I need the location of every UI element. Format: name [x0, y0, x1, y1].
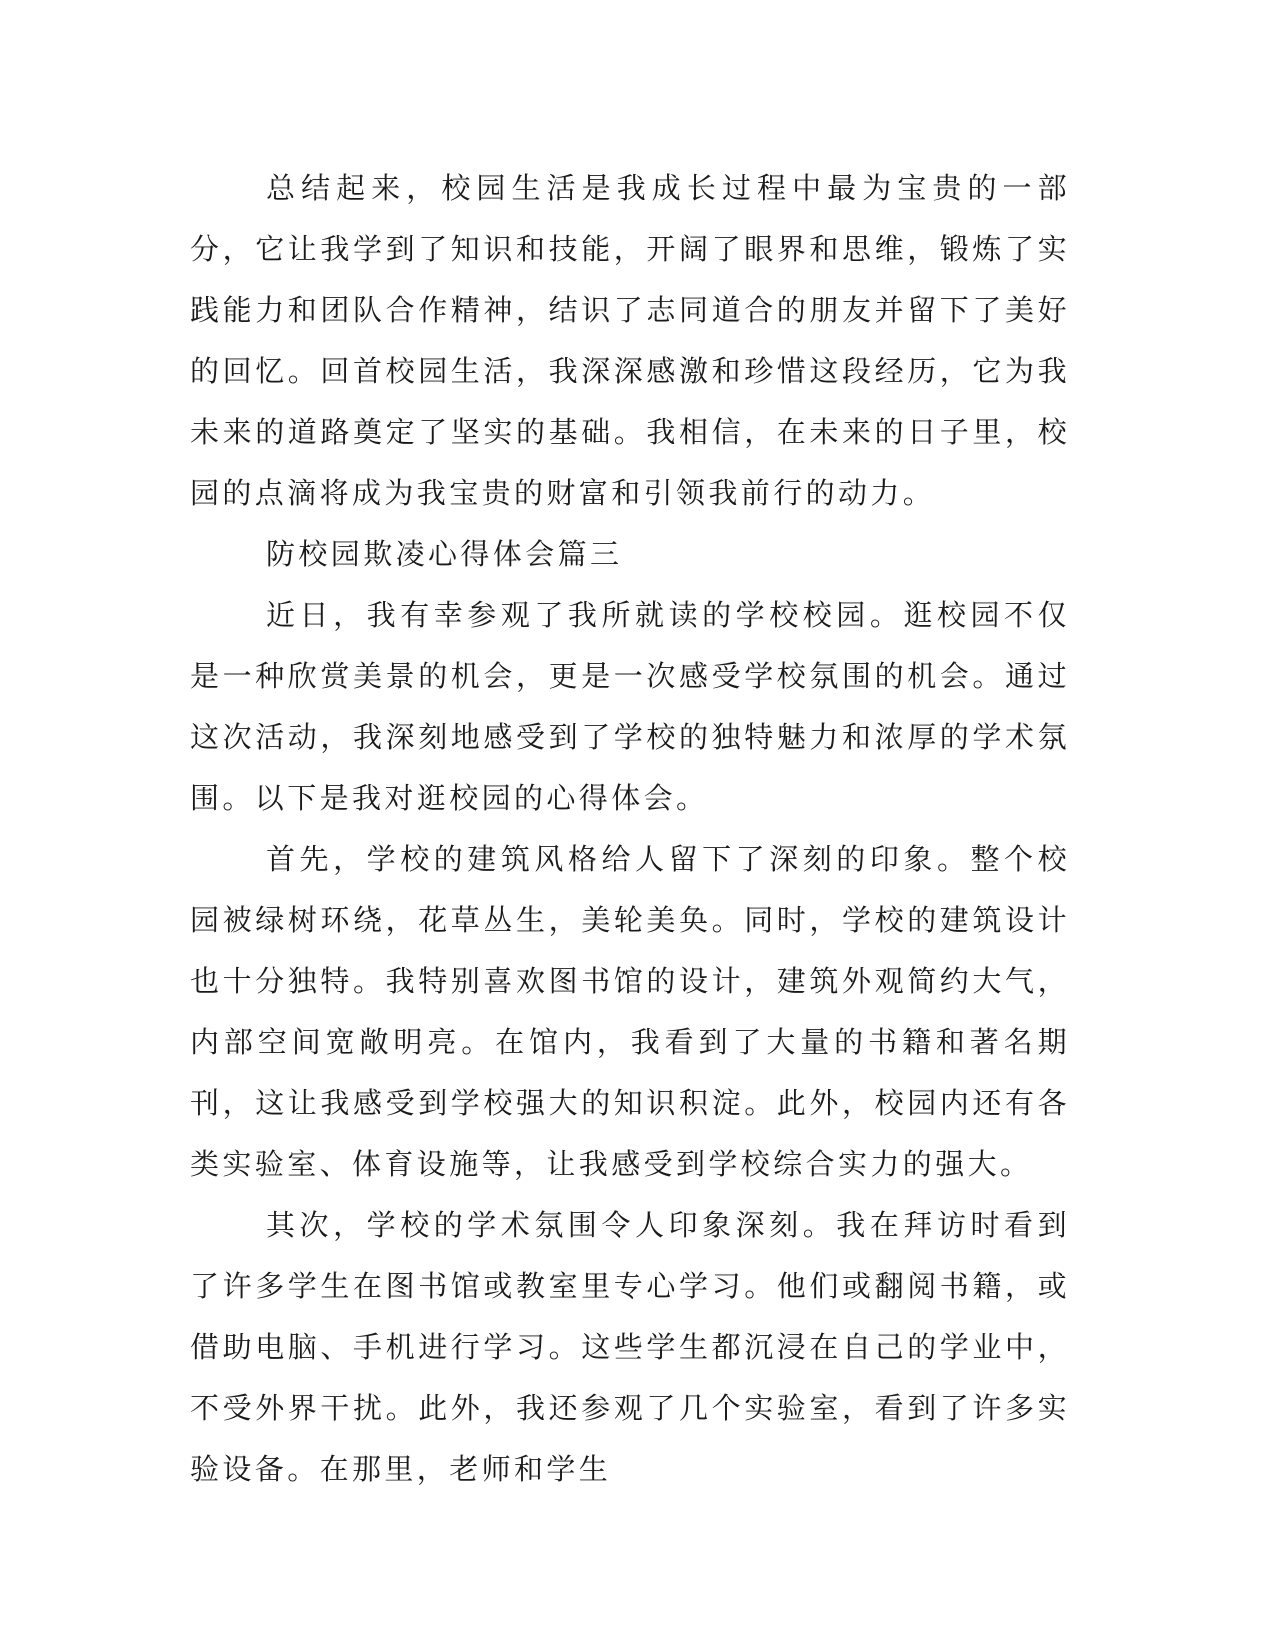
body-paragraph: 其次，学校的学术氛围令人印象深刻。我在拜访时看到了许多学生在图书馆或教室里专心学习。他们或翻阅书籍，或借助电脑、手机进行学习。这些学生都沉浸在自己的学业中，不受外界干扰。此外，我还参观了几个实验室，看到了许多实验设备。在那里，老师和学生 — [190, 1208, 1070, 1486]
document-body — [190, 158, 1070, 1500]
body-paragraph: 近日，我有幸参观了我所就读的学校校园。逛校园不仅是一种欣赏美景的机会，更是一次感受学校氛围的机会。通过这次活动，我深刻地感受到了学校的独特魅力和浓厚的学术氛围。以下是我对逛校园的心得体会。 — [190, 598, 1070, 815]
body-paragraph: 首先，学校的建筑风格给人留下了深刻的印象。整个校园被绿树环绕，花草丛生，美轮美奂。同时，学校的建筑设计也十分独特。我特别喜欢图书馆的设计，建筑外观简约大气，内部空间宽敞明亮。在馆内，我看到了大量的书籍和著名期刊，这让我感受到学校强大的知识积淀。此外，校园内还有各类实验室、体育设施等，让我感受到学校综合实力的强大。 — [190, 842, 1070, 1181]
section-heading: 防校园欺凌心得体会篇三 — [266, 537, 623, 571]
body-paragraph: 总结起来，校园生活是我成长过程中最为宝贵的一部分，它让我学到了知识和技能，开阔了眼界和思维，锻炼了实践能力和团队合作精神，结识了志同道合的朋友并留下了美好的回忆。回首校园生活，我深深感激和珍惜这段经历，它为我未来的道路奠定了坚实的基础。我相信，在未来的日子里，校园的点滴将成为我宝贵的财富和引领我前行的动力。 — [190, 171, 1070, 510]
